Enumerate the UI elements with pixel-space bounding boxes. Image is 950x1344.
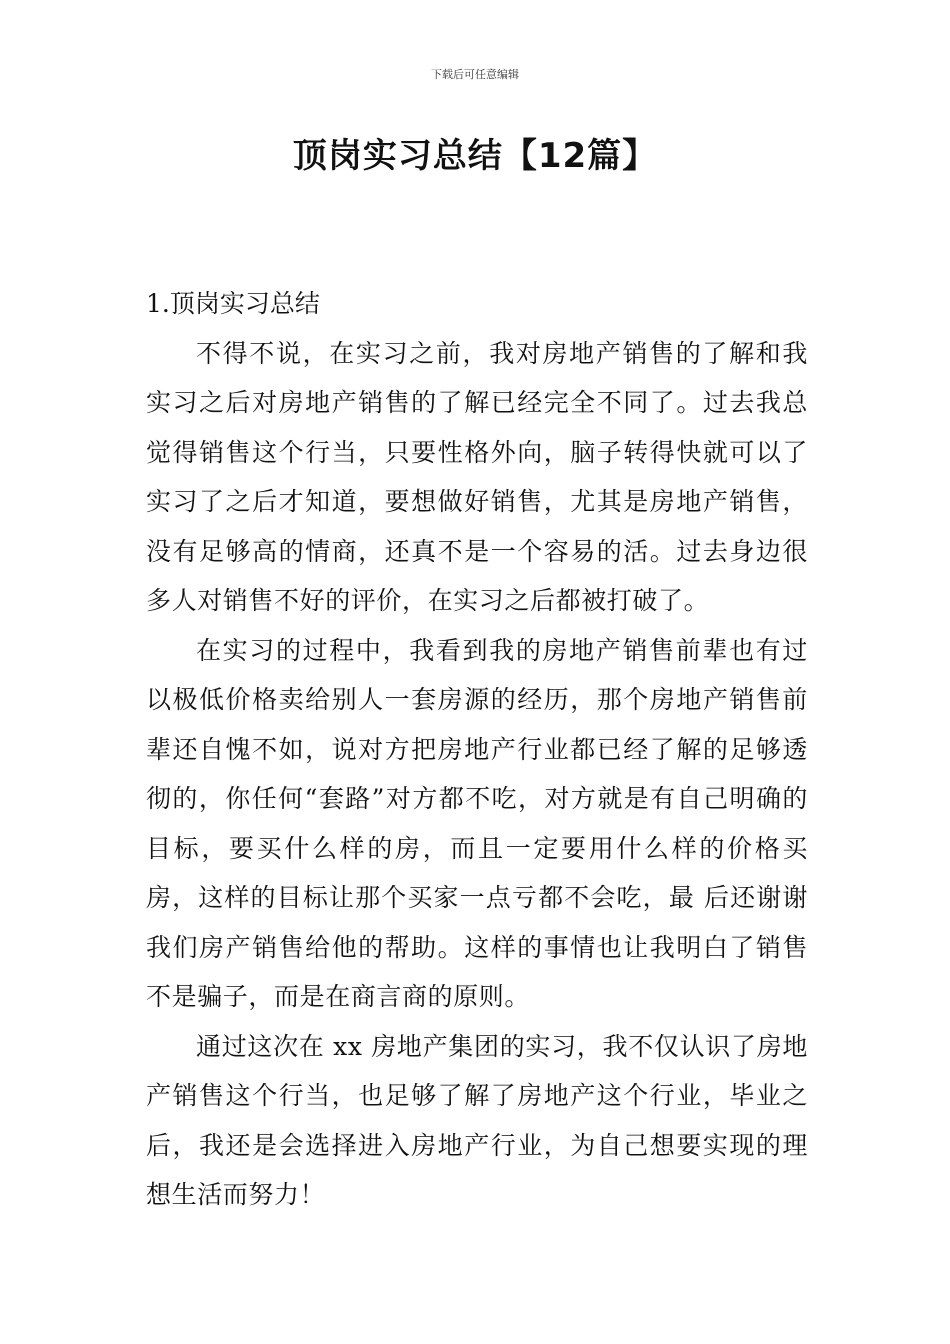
body-paragraph: 不得不说，在实习之前，我对房地产销售的了解和我实习之后对房地产销售的了解已经完全不同了。过去我总觉得销售这个行当，只要性格外向，脑子转得快就可以了实习了之后才知道，要想做好销售，尤其是房地产销售，没有足够高的情商，还真不是一个容易的活。过去身边很多人对销售不好的评价，在实习之后都被打破了。 [146, 338, 808, 615]
body-paragraph: 通过这次在 xx 房地产集团的实习，我不仅认识了房地产销售这个行当，也足够了解了房地产这个行业，毕业之后，我还是会选择进入房地产行业，为自己想要实现的理想生活而努力！ [146, 1031, 808, 1209]
document-body [146, 279, 808, 1220]
section-heading: 1.顶岗实习总结 [146, 289, 320, 318]
header-note: 下载后可任意编辑 [431, 68, 519, 81]
document-title: 顶岗实习总结【12篇】 [292, 136, 658, 176]
body-paragraph: 在实习的过程中，我看到我的房地产销售前辈也有过以极低价格卖给别人一套房源的经历，那个房地产销售前辈还自愧不如，说对方把房地产行业都已经了解的足够透彻的，你任何“套路”对方都不吃，对方就是有自己明确的目标，要买什么样的房，而且一定要用什么样的价格买房，这样的目标让那个买家一点亏都不会吃，最 后还谢谢我们房产销售给他的帮助。这样的事情也让我明白了销售不是骗子，而是在商言商的原则。 [146, 635, 808, 1011]
